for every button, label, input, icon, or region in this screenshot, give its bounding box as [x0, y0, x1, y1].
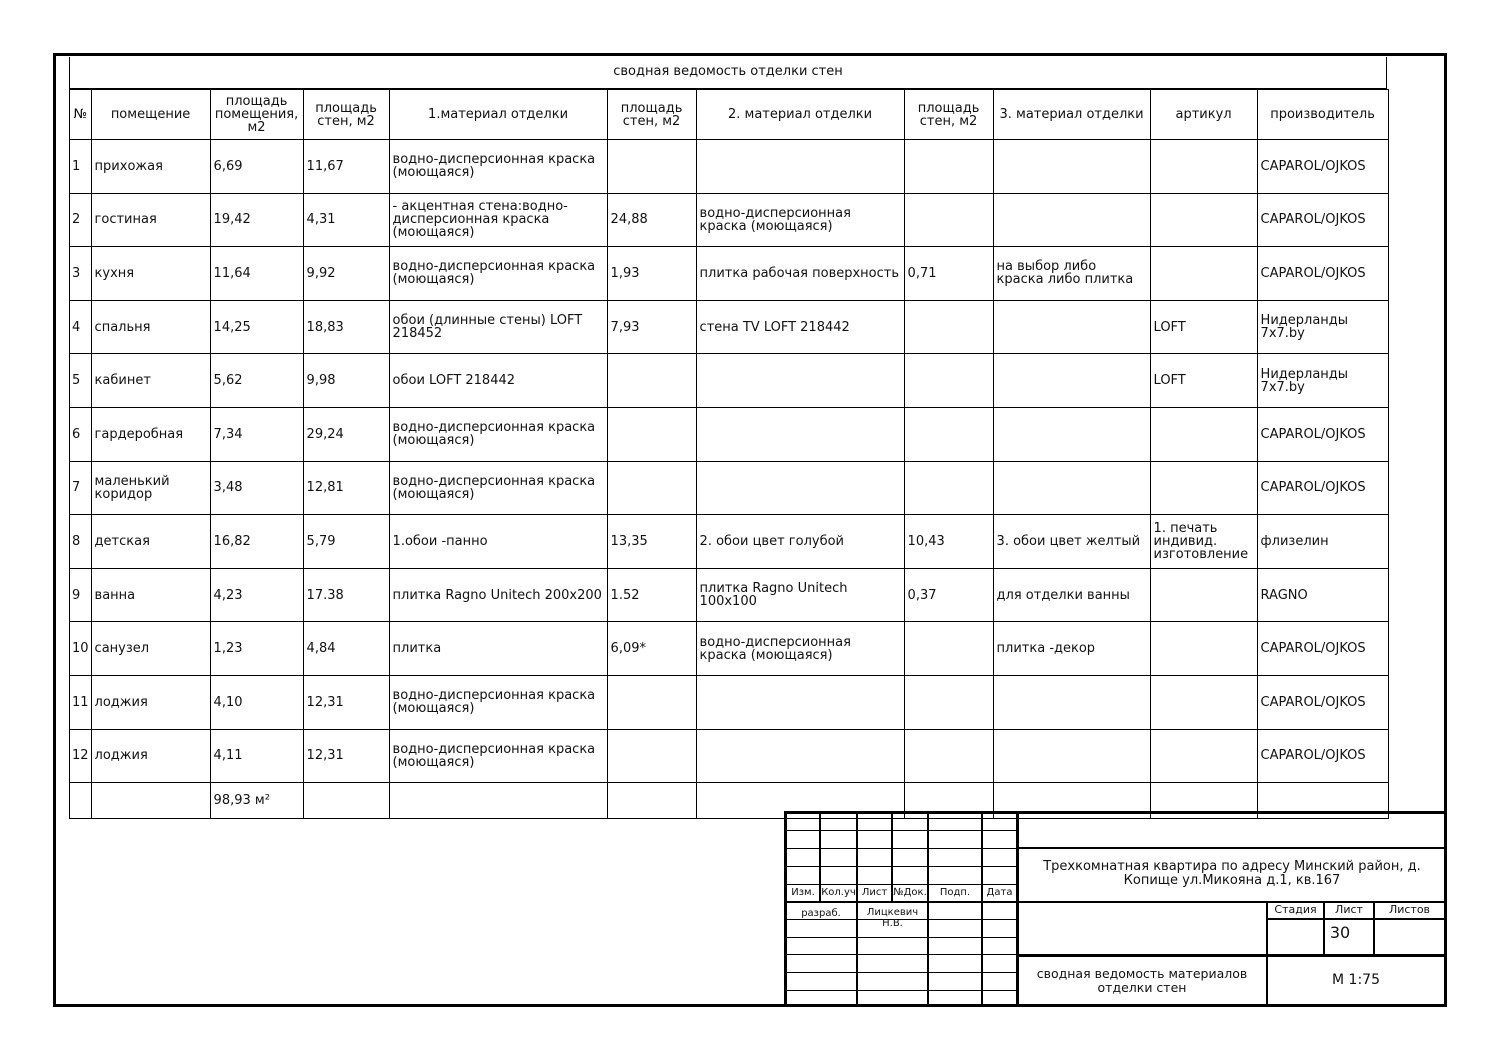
room-area: 4,23: [210, 568, 303, 622]
room-area: 4,11: [210, 729, 303, 783]
material-2: водно-дисперсионная краска (моющаяся): [696, 193, 904, 247]
material-3: на выбор либо краска либо плитка: [993, 247, 1150, 301]
material-2: [696, 354, 904, 408]
room-area: 5,62: [210, 354, 303, 408]
sheet-title: сводная ведомость материалов отделки стен: [1036, 966, 1248, 995]
total-area: 98,93 м²: [210, 783, 303, 819]
header-wall-area-2: площадь стен, м2: [607, 90, 696, 140]
material-3: [993, 461, 1150, 515]
wall-area-1: 4,84: [303, 622, 389, 676]
material-3: [993, 193, 1150, 247]
material-1: водно-дисперсионная краска (моющаяся): [389, 247, 607, 301]
material-1: водно-дисперсионная краска (моющаяся): [389, 675, 607, 729]
wall-area-2: 13,35: [607, 515, 696, 569]
material-1: водно-дисперсионная краска (моющаяся): [389, 407, 607, 461]
material-3: [993, 140, 1150, 194]
room-name: гардеробная: [91, 407, 210, 461]
label-razrab: разраб.: [801, 908, 841, 919]
wall-area-1: 12,31: [303, 729, 389, 783]
label-list2: Лист: [1335, 903, 1363, 916]
article: [1150, 675, 1257, 729]
wall-area-3: [904, 461, 993, 515]
table-row: [70, 193, 1389, 247]
wall-area-2: [607, 675, 696, 729]
article: [1150, 140, 1257, 194]
wall-area-2: [607, 140, 696, 194]
wall-area-2: [607, 461, 696, 515]
project-title: Трехкомнатная квартира по адресу Минский район, д. Копище ул.Микояна д.1, кв.167: [1043, 859, 1421, 888]
material-2: водно-дисперсионная краска (моющаяся): [696, 622, 904, 676]
material-2: 2. обои цвет голубой: [696, 515, 904, 569]
wall-area-2: 1.52: [607, 568, 696, 622]
manufacturer: CAPAROL/OJKOS: [1257, 461, 1388, 515]
table-row: [70, 675, 1389, 729]
header-num: №: [70, 90, 92, 140]
article: [1150, 622, 1257, 676]
row-number: 12: [70, 729, 92, 783]
label-list: Лист: [861, 887, 888, 898]
header-room: помещение: [91, 90, 210, 140]
article: [1150, 461, 1257, 515]
material-3: [993, 675, 1150, 729]
table-row: [70, 247, 1389, 301]
wall-area-3: [904, 300, 993, 354]
label-stadiya: Стадия: [1274, 903, 1317, 916]
room-name: гостиная: [91, 193, 210, 247]
wall-area-2: 1,93: [607, 247, 696, 301]
title-block: [784, 811, 1447, 1007]
material-1: обои LOFT 218442: [389, 354, 607, 408]
row-number: 4: [70, 300, 92, 354]
article: 1. печать индивид. изготовление: [1150, 515, 1257, 569]
room-area: 19,42: [210, 193, 303, 247]
manufacturer: CAPAROL/OJKOS: [1257, 675, 1388, 729]
material-3: для отделки ванны: [993, 568, 1150, 622]
article: LOFT: [1150, 354, 1257, 408]
developer-name: Лицкевич Н.В.: [866, 907, 919, 929]
manufacturer: Нидерланды 7х7.by: [1257, 300, 1388, 354]
room-name: ванна: [91, 568, 210, 622]
row-number: 10: [70, 622, 92, 676]
manufacturer: Нидерланды 7х7.by: [1257, 354, 1388, 408]
wall-area-1: 12,81: [303, 461, 389, 515]
label-data: Дата: [986, 887, 1013, 898]
material-2: плитка Ragno Unitech 100х100: [696, 568, 904, 622]
row-number: 5: [70, 354, 92, 408]
wall-area-3: 0,37: [904, 568, 993, 622]
wall-area-2: [607, 407, 696, 461]
material-1: - акцентная стена:водно-дисперсионная краска (моющаяся): [389, 193, 607, 247]
material-3: [993, 300, 1150, 354]
wall-area-1: 9,92: [303, 247, 389, 301]
label-kol: Кол.уч: [821, 887, 856, 898]
row-number: 6: [70, 407, 92, 461]
wall-area-3: 10,43: [904, 515, 993, 569]
material-2: [696, 675, 904, 729]
table-row: [70, 300, 1389, 354]
article: [1150, 729, 1257, 783]
table-row: [70, 140, 1389, 194]
room-name: маленький коридор: [91, 461, 210, 515]
room-area: 1,23: [210, 622, 303, 676]
wall-area-3: [904, 675, 993, 729]
header-manufacturer: производитель: [1257, 90, 1388, 140]
room-name: лоджия: [91, 729, 210, 783]
room-area: 3,48: [210, 461, 303, 515]
room-area: 4,10: [210, 675, 303, 729]
material-3: [993, 407, 1150, 461]
room-area: 6,69: [210, 140, 303, 194]
wall-area-2: 6,09*: [607, 622, 696, 676]
room-area: 16,82: [210, 515, 303, 569]
table-row: [70, 354, 1389, 408]
row-number: 11: [70, 675, 92, 729]
room-name: лоджия: [91, 675, 210, 729]
material-1: водно-дисперсионная краска (моющаяся): [389, 729, 607, 783]
header-wall-area-3: площадь стен, м2: [904, 90, 993, 140]
manufacturer: CAPAROL/OJKOS: [1257, 407, 1388, 461]
material-3: [993, 354, 1150, 408]
sheet-number: 30: [1329, 923, 1351, 942]
label-ndok: №Док.: [893, 887, 927, 898]
label-listov: Листов: [1388, 903, 1431, 916]
material-1: обои (длинные стены) LOFT 218452: [389, 300, 607, 354]
table-row: [70, 515, 1389, 569]
room-name: кухня: [91, 247, 210, 301]
row-number: 9: [70, 568, 92, 622]
label-izm: Изм.: [791, 887, 815, 898]
article: [1150, 568, 1257, 622]
table-row: [70, 729, 1389, 783]
label-podp: Подп.: [939, 887, 971, 898]
manufacturer: CAPAROL/OJKOS: [1257, 622, 1388, 676]
wall-area-3: [904, 407, 993, 461]
wall-area-1: 29,24: [303, 407, 389, 461]
article: [1150, 407, 1257, 461]
wall-area-1: 5,79: [303, 515, 389, 569]
wall-area-3: 0,71: [904, 247, 993, 301]
wall-area-3: [904, 354, 993, 408]
material-1: плитка Ragno Unitech 200х200: [389, 568, 607, 622]
material-1: 1.обои -панно: [389, 515, 607, 569]
row-number: 7: [70, 461, 92, 515]
finishing-table: [69, 89, 1389, 819]
material-2: [696, 729, 904, 783]
header-wall-area-1: площадь стен, м2: [303, 90, 389, 140]
room-name: спальня: [91, 300, 210, 354]
material-3: плитка -декор: [993, 622, 1150, 676]
table-row: [70, 568, 1389, 622]
material-2: [696, 407, 904, 461]
row-number: 3: [70, 247, 92, 301]
wall-area-1: 12,31: [303, 675, 389, 729]
wall-area-3: [904, 729, 993, 783]
manufacturer: CAPAROL/OJKOS: [1257, 193, 1388, 247]
table-caption: сводная ведомость отделки стен: [69, 57, 1387, 89]
table-header-row: [70, 90, 1389, 140]
wall-area-1: 9,98: [303, 354, 389, 408]
material-3: 3. обои цвет желтый: [993, 515, 1150, 569]
room-area: 7,34: [210, 407, 303, 461]
row-number: 1: [70, 140, 92, 194]
wall-area-2: [607, 354, 696, 408]
wall-area-1: 11,67: [303, 140, 389, 194]
table-row: [70, 622, 1389, 676]
header-material-2: 2. материал отделки: [696, 90, 904, 140]
wall-area-2: 7,93: [607, 300, 696, 354]
room-name: санузел: [91, 622, 210, 676]
wall-area-1: 17.38: [303, 568, 389, 622]
manufacturer: CAPAROL/OJKOS: [1257, 247, 1388, 301]
header-article: артикул: [1150, 90, 1257, 140]
wall-area-1: 4,31: [303, 193, 389, 247]
wall-area-2: [607, 729, 696, 783]
material-2: [696, 140, 904, 194]
material-3: [993, 729, 1150, 783]
room-name: детская: [91, 515, 210, 569]
article: LOFT: [1150, 300, 1257, 354]
material-2: [696, 461, 904, 515]
wall-area-3: [904, 193, 993, 247]
header-material-1: 1.материал отделки: [389, 90, 607, 140]
room-name: кабинет: [91, 354, 210, 408]
room-area: 11,64: [210, 247, 303, 301]
material-2: плитка рабочая поверхность: [696, 247, 904, 301]
manufacturer: CAPAROL/OJKOS: [1257, 140, 1388, 194]
manufacturer: флизелин: [1257, 515, 1388, 569]
material-2: стена TV LOFT 218442: [696, 300, 904, 354]
table-row: [70, 407, 1389, 461]
wall-area-3: [904, 622, 993, 676]
table-row: [70, 461, 1389, 515]
room-area: 14,25: [210, 300, 303, 354]
wall-area-2: 24,88: [607, 193, 696, 247]
material-1: плитка: [389, 622, 607, 676]
header-room-area: площадь помещения, м2: [210, 90, 303, 140]
wall-area-1: 18,83: [303, 300, 389, 354]
article: [1150, 247, 1257, 301]
manufacturer: RAGNO: [1257, 568, 1388, 622]
material-1: водно-дисперсионная краска (моющаяся): [389, 461, 607, 515]
header-material-3: 3. материал отделки: [993, 90, 1150, 140]
article: [1150, 193, 1257, 247]
manufacturer: CAPAROL/OJKOS: [1257, 729, 1388, 783]
wall-area-3: [904, 140, 993, 194]
material-1: водно-дисперсионная краска (моющаяся): [389, 140, 607, 194]
row-number: 2: [70, 193, 92, 247]
room-name: прихожая: [91, 140, 210, 194]
scale: М 1:75: [1332, 972, 1380, 988]
row-number: 8: [70, 515, 92, 569]
